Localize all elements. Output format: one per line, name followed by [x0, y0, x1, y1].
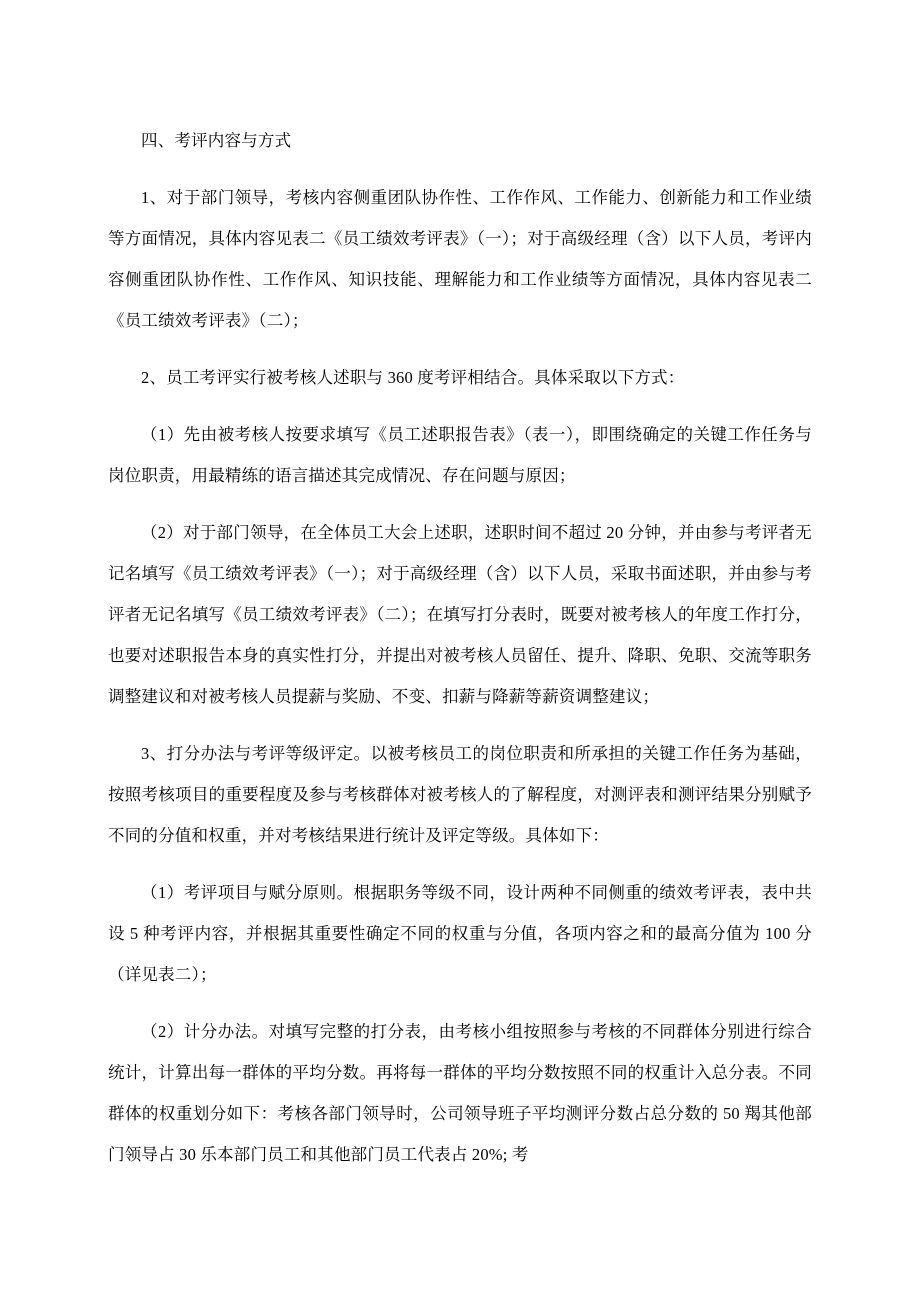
- paragraph-2: 2、员工考评实行被考核人述职与 360 度考评相结合。具体采取以下方式：: [141, 368, 685, 387]
- paragraph-5: 3、打分办法与考评等级评定。以被考核员工的岗位职责和所承担的关键工作任务为基础，按照考核项目的重要程度及参与考核群体对被考核人的了解程度，对测评表和测评结果分别赋予不同的分值和权重，并对考核结果进行统计及评定等级。具体如下：: [108, 744, 812, 845]
- paragraph-4: （2）对于部门领导，在全体员工大会上述职，述职时间不超过 20 分钟，并由参与考评者无记名填写《员工绩效考评表》（一）；对于高级经理（含）以下人员，采取书面述职，并由参与考评者无记名填写《员工绩效考评表》（二）；在填写打分表时，既要对被考核人的年度工作打分，也要对述职报告本身的真实性打分，并提出对被考核人员留任、提升、降职、免职、交流等职务调整建议和对被考核人员提薪与奖励、不变、扣薪与降薪等薪资调整建议；: [108, 523, 812, 706]
- paragraph-3: （1）先由被考核人按要求填写《员工述职报告表》（表一），即围绕确定的关键工作任务与岗位职责，用最精练的语言描述其完成情况、存在问题与原因；: [108, 425, 812, 485]
- paragraph-6: （1）考评项目与赋分原则。根据职务等级不同，设计两种不同侧重的绩效考评表，表中共设 5 种考评内容，并根据其重要性确定不同的权重与分值，各项内容之和的最高分值为 100 分（详见表二）；: [108, 883, 812, 984]
- document-body: [108, 120, 812, 1175]
- section-heading: 四、考评内容与方式: [141, 131, 292, 150]
- paragraph-7: （2）计分办法。对填写完整的打分表，由考核小组按照参与考核的不同群体分别进行综合统计，计算出每一群体的平均分数。再将每一群体的平均分数按照不同的权重计入总分表。不同群体的权重划分如下：考核各部门领导时，公司领导班子平均测评分数占总分数的 50 羯其他部门领导占 30 乐本部门员工和其他部门员工代表占 20%; 考: [108, 1022, 812, 1164]
- paragraph-1: 1、对于部门领导，考核内容侧重团队协作性、工作作风、工作能力、创新能力和工作业绩等方面情况，具体内容见表二《员工绩效考评表》（一）；对于高级经理（含）以下人员，考评内容侧重团队协作性、工作作风、知识技能、理解能力和工作业绩等方面情况，具体内容见表二《员工绩效考评表》（二）；: [108, 188, 812, 330]
